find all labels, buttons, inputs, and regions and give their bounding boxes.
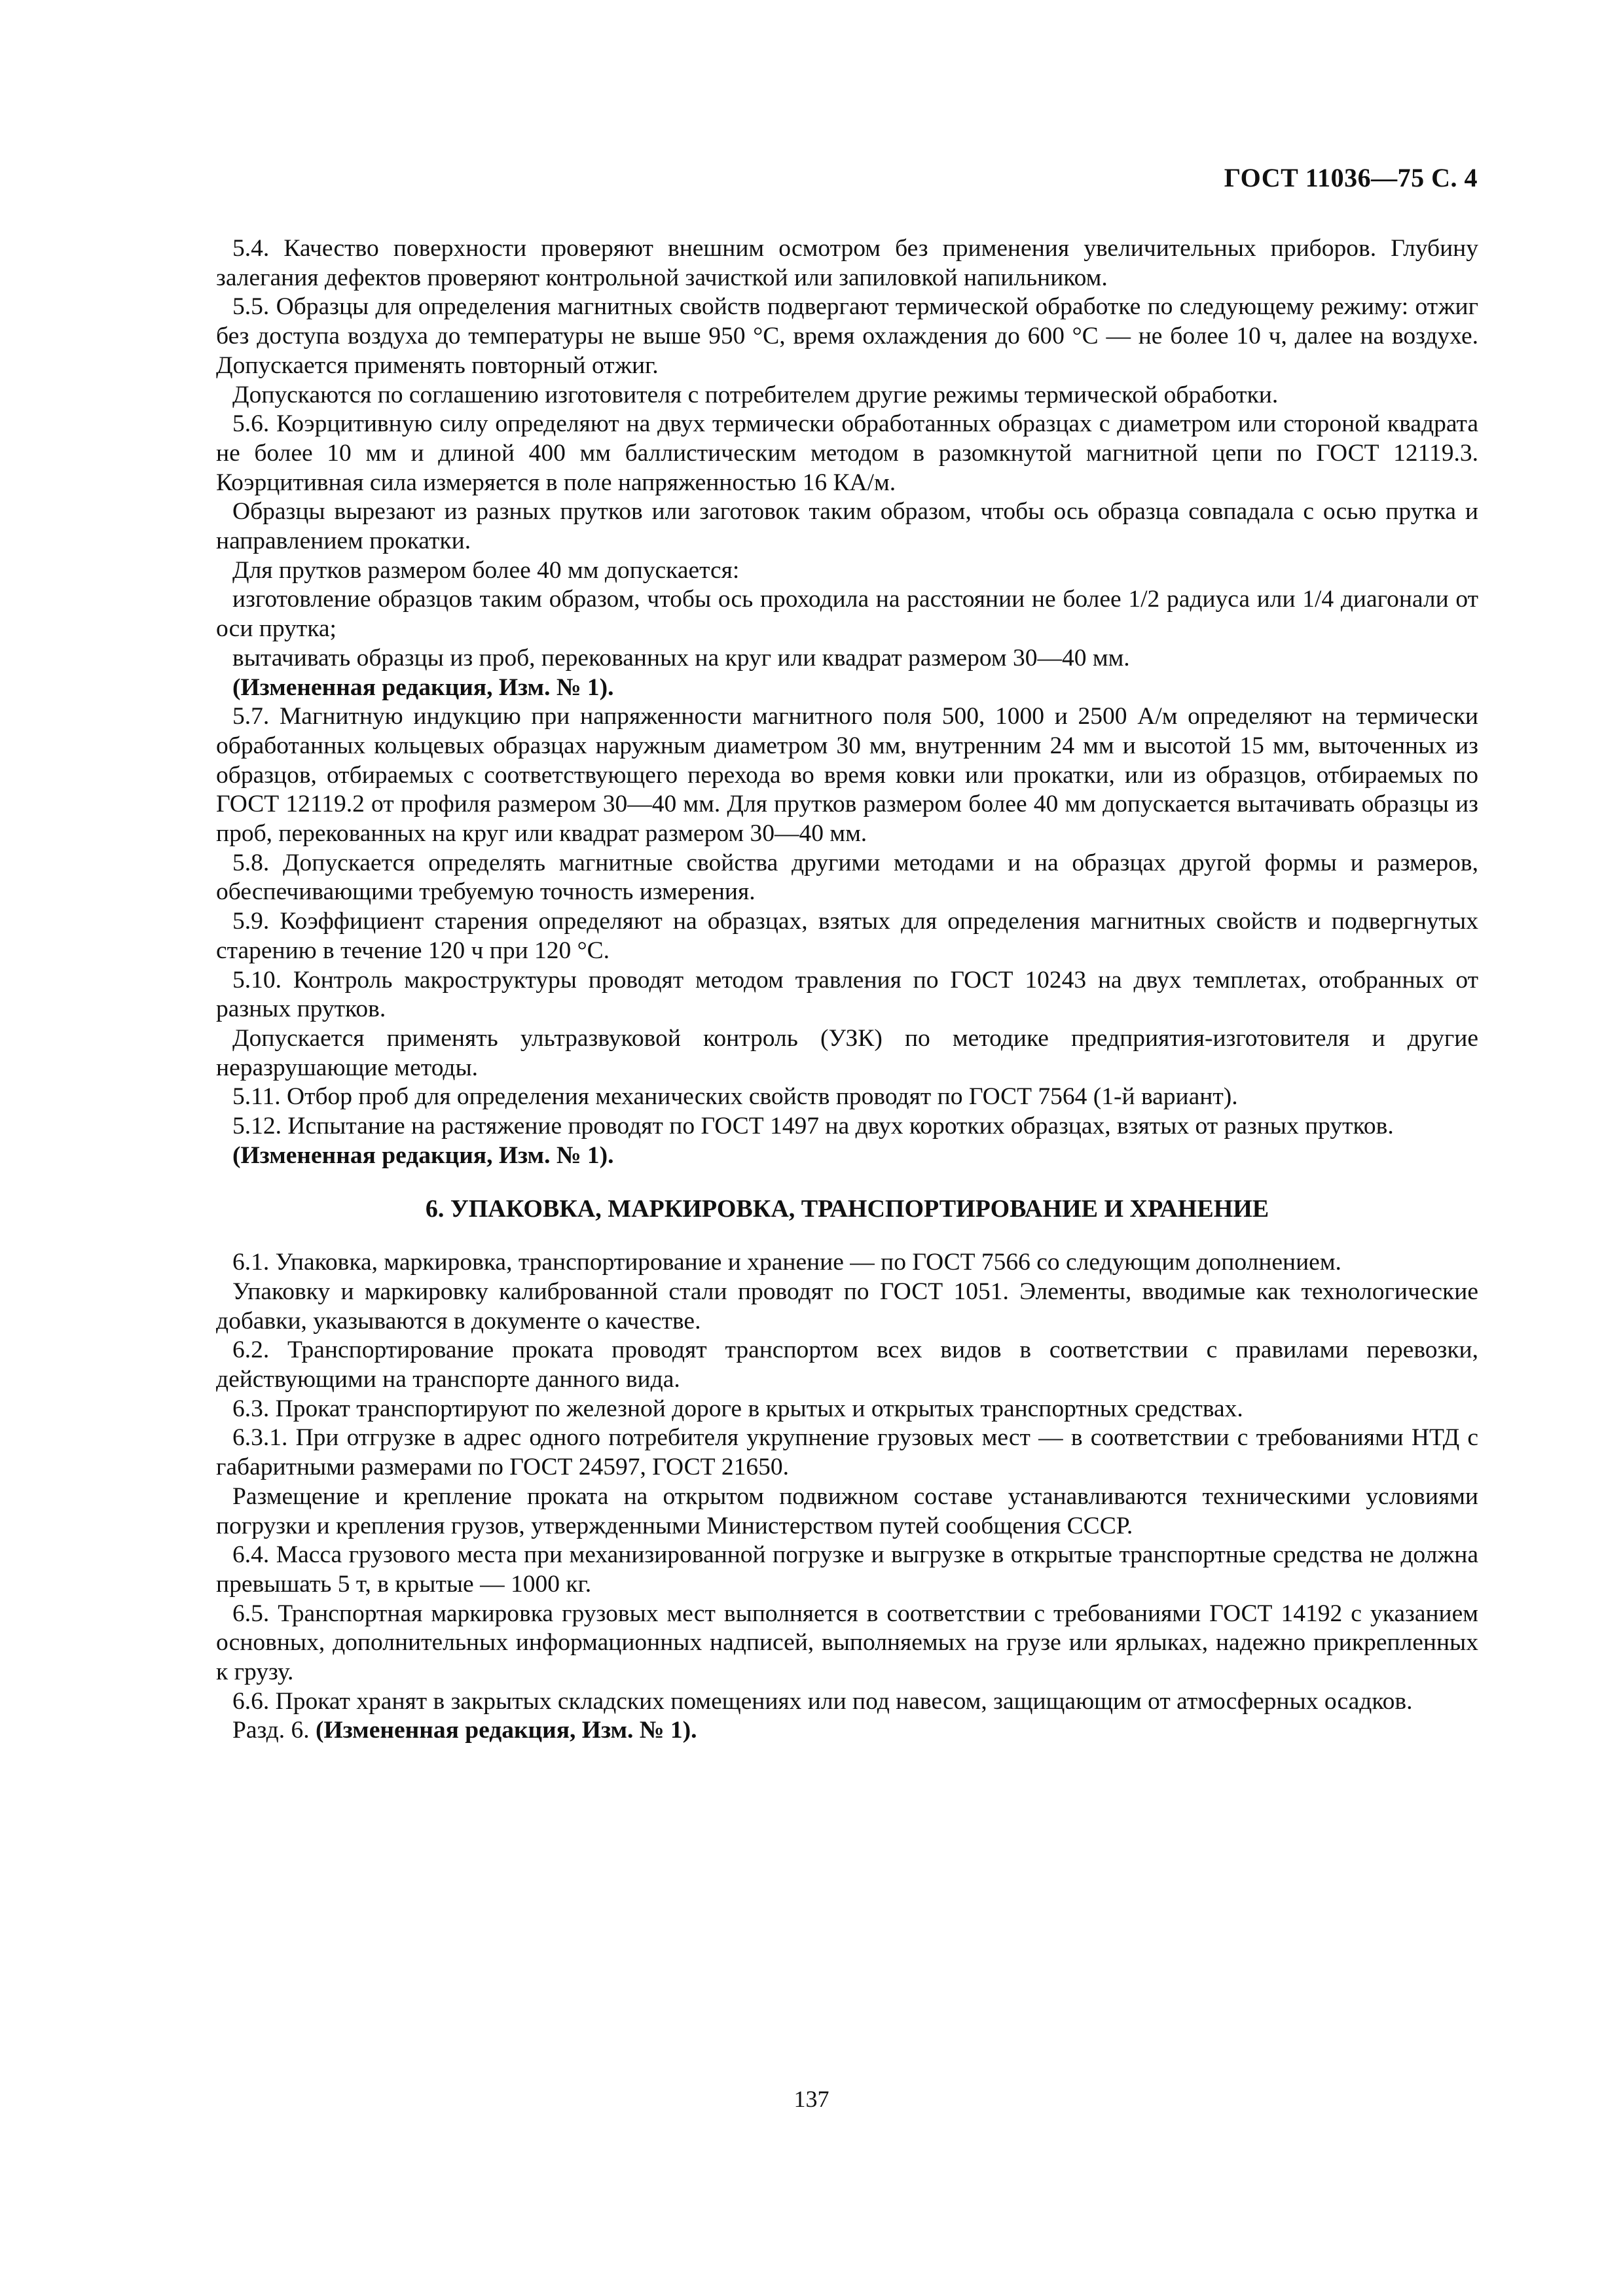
paragraph: 5.5. Образцы для определения магнитных свойств подвергают термической обработке по следующему режиму: отжиг без доступа воздуха до температуры не выше 950 °С, время охлаждения до 600 °С — не более 10 ч, далее на воздухе. Допускается применять повторный отжиг. — [216, 293, 1478, 379]
paragraph: 6.2. Транспортирование проката проводят транспортом всех видов в соответствии с правилами перевозки, действующими на транспорте данного вида. — [216, 1336, 1478, 1393]
paragraph: Для прутков размером более 40 мм допускается: — [232, 556, 740, 584]
paragraph: Упаковку и маркировку калиброванной стали проводят по ГОСТ 1051. Элементы, вводимые как технологические добавки, указываются в документе о качестве. — [216, 1278, 1478, 1335]
note-text: (Измененная редакция, Изм. № 1). — [315, 1717, 697, 1744]
paragraph: 6.3. Прокат транспортируют по железной дороге в крытых и открытых транспортных средствах. — [232, 1395, 1243, 1422]
paragraph: 6.5. Транспортная маркировка грузовых мест выполняется в соответствии с требованиями ГОСТ 14192 с указанием основных, дополнительных информационных надписей, выполняемых на грузе или ярлыках, надежно прикрепленных к грузу. — [216, 1600, 1478, 1686]
paragraph: 5.12. Испытание на растяжение проводят по ГОСТ 1497 на двух коротких образцах, взятых от разных прутков. — [232, 1113, 1394, 1140]
paragraph: 6.1. Упаковка, маркировка, транспортирование и хранение — по ГОСТ 7566 со следующим дополнением. — [232, 1249, 1341, 1276]
paragraph: 5.4. Качество поверхности проверяют внешним осмотром без применения увеличительных приборов. Глубину залегания дефектов проверяют контрольной зачисткой или запиловкой напильником. — [216, 235, 1478, 291]
paragraph: Размещение и крепление проката на открытом подвижном составе устанавливаются техническими условиями погрузки и крепления грузов, утвержденными Министерством путей сообщения СССР. — [216, 1482, 1478, 1539]
paragraph: 6.3.1. При отгрузке в адрес одного потребителя укрупнение грузовых мест — в соответствии с требованиями НТД с габаритными размерами по ГОСТ 24597, ГОСТ 21650. — [216, 1424, 1478, 1481]
paragraph: 5.6. Коэрцитивную силу определяют на двух термически обработанных образцах с диаметром или стороной квадрата не более 10 мм и длиной 400 мм баллистическим методом в разомкнутой магнитной цепи по ГОСТ 12119.3. Коэрцитивная сила измеряется в поле напряженностью 16 КА/м. — [216, 410, 1478, 496]
paragraph: 6.6. Прокат хранят в закрытых складских помещениях или под навесом, защищающим от атмосферных осадков. — [232, 1687, 1413, 1715]
page-header: ГОСТ 11036—75 С. 4 — [1224, 163, 1478, 192]
amendment-note: (Измененная редакция, Изм. № 1). — [232, 1141, 614, 1169]
note-prefix: Разд. 6. — [232, 1717, 316, 1744]
paragraph: Образцы вырезают из разных прутков или заготовок таким образом, чтобы ось образца совпадала с осью прутка и направлением прокатки. — [216, 498, 1478, 555]
paragraph: 5.11. Отбор проб для определения механических свойств проводят по ГОСТ 7564 (1-й вариант). — [232, 1083, 1238, 1111]
paragraph: Допускается применять ультразвуковой контроль (УЗК) по методике предприятия-изготовителя и другие неразрушающие методы. — [216, 1024, 1478, 1081]
document-body — [216, 234, 1478, 1746]
paragraph: Допускаются по соглашению изготовителя с потребителем другие режимы термической обработки. — [232, 381, 1279, 408]
page-number: 137 — [793, 2086, 830, 2112]
paragraph: 5.10. Контроль макроструктуры проводят методом травления по ГОСТ 10243 на двух темплетах, отобранных от разных прутков. — [216, 966, 1478, 1023]
paragraph: 5.7. Магнитную индукцию при напряженности магнитного поля 500, 1000 и 2500 А/м определяют на термически обработанных кольцевых образцах наружным диаметром 30 мм, внутренним 24 мм и высотой 15 мм, выточенных из образцов, отбираемых с соответствующего перехода во время ковки или прокатки, или из образцов, отбираемых по ГОСТ 12119.2 от профиля размером 30—40 мм. Для прутков размером более 40 мм допускается вытачивать образцы из проб, перекованных на круг или квадрат размером 30—40 мм. — [216, 703, 1478, 848]
paragraph: 6.4. Масса грузового места при механизированной погрузке и выгрузке в открытые транспортные средства не должна превышать 5 т, в крытые — 1000 кг. — [216, 1541, 1478, 1598]
section-heading: 6. УПАКОВКА, МАРКИРОВКА, ТРАНСПОРТИРОВАНИЕ И ХРАНЕНИЕ — [425, 1194, 1269, 1223]
amendment-note: (Измененная редакция, Изм. № 1). — [232, 673, 614, 701]
paragraph: 5.8. Допускается определять магнитные свойства другими методами и на образцах другой формы и размеров, обеспечивающими требуемую точность измерения. — [216, 849, 1478, 906]
section-amendment-note — [216, 1716, 1478, 1746]
paragraph: изготовление образцов таким образом, чтобы ось проходила на расстоянии не более 1/2 радиуса или 1/4 диагонали от оси прутка; — [216, 586, 1478, 643]
paragraph: вытачивать образцы из проб, перекованных на круг или квадрат размером 30—40 мм. — [232, 644, 1130, 672]
paragraph: 5.9. Коэффициент старения определяют на образцах, взятых для определения магнитных свойств и подвергнутых старению в течение 120 ч при 120 °С. — [216, 908, 1478, 964]
